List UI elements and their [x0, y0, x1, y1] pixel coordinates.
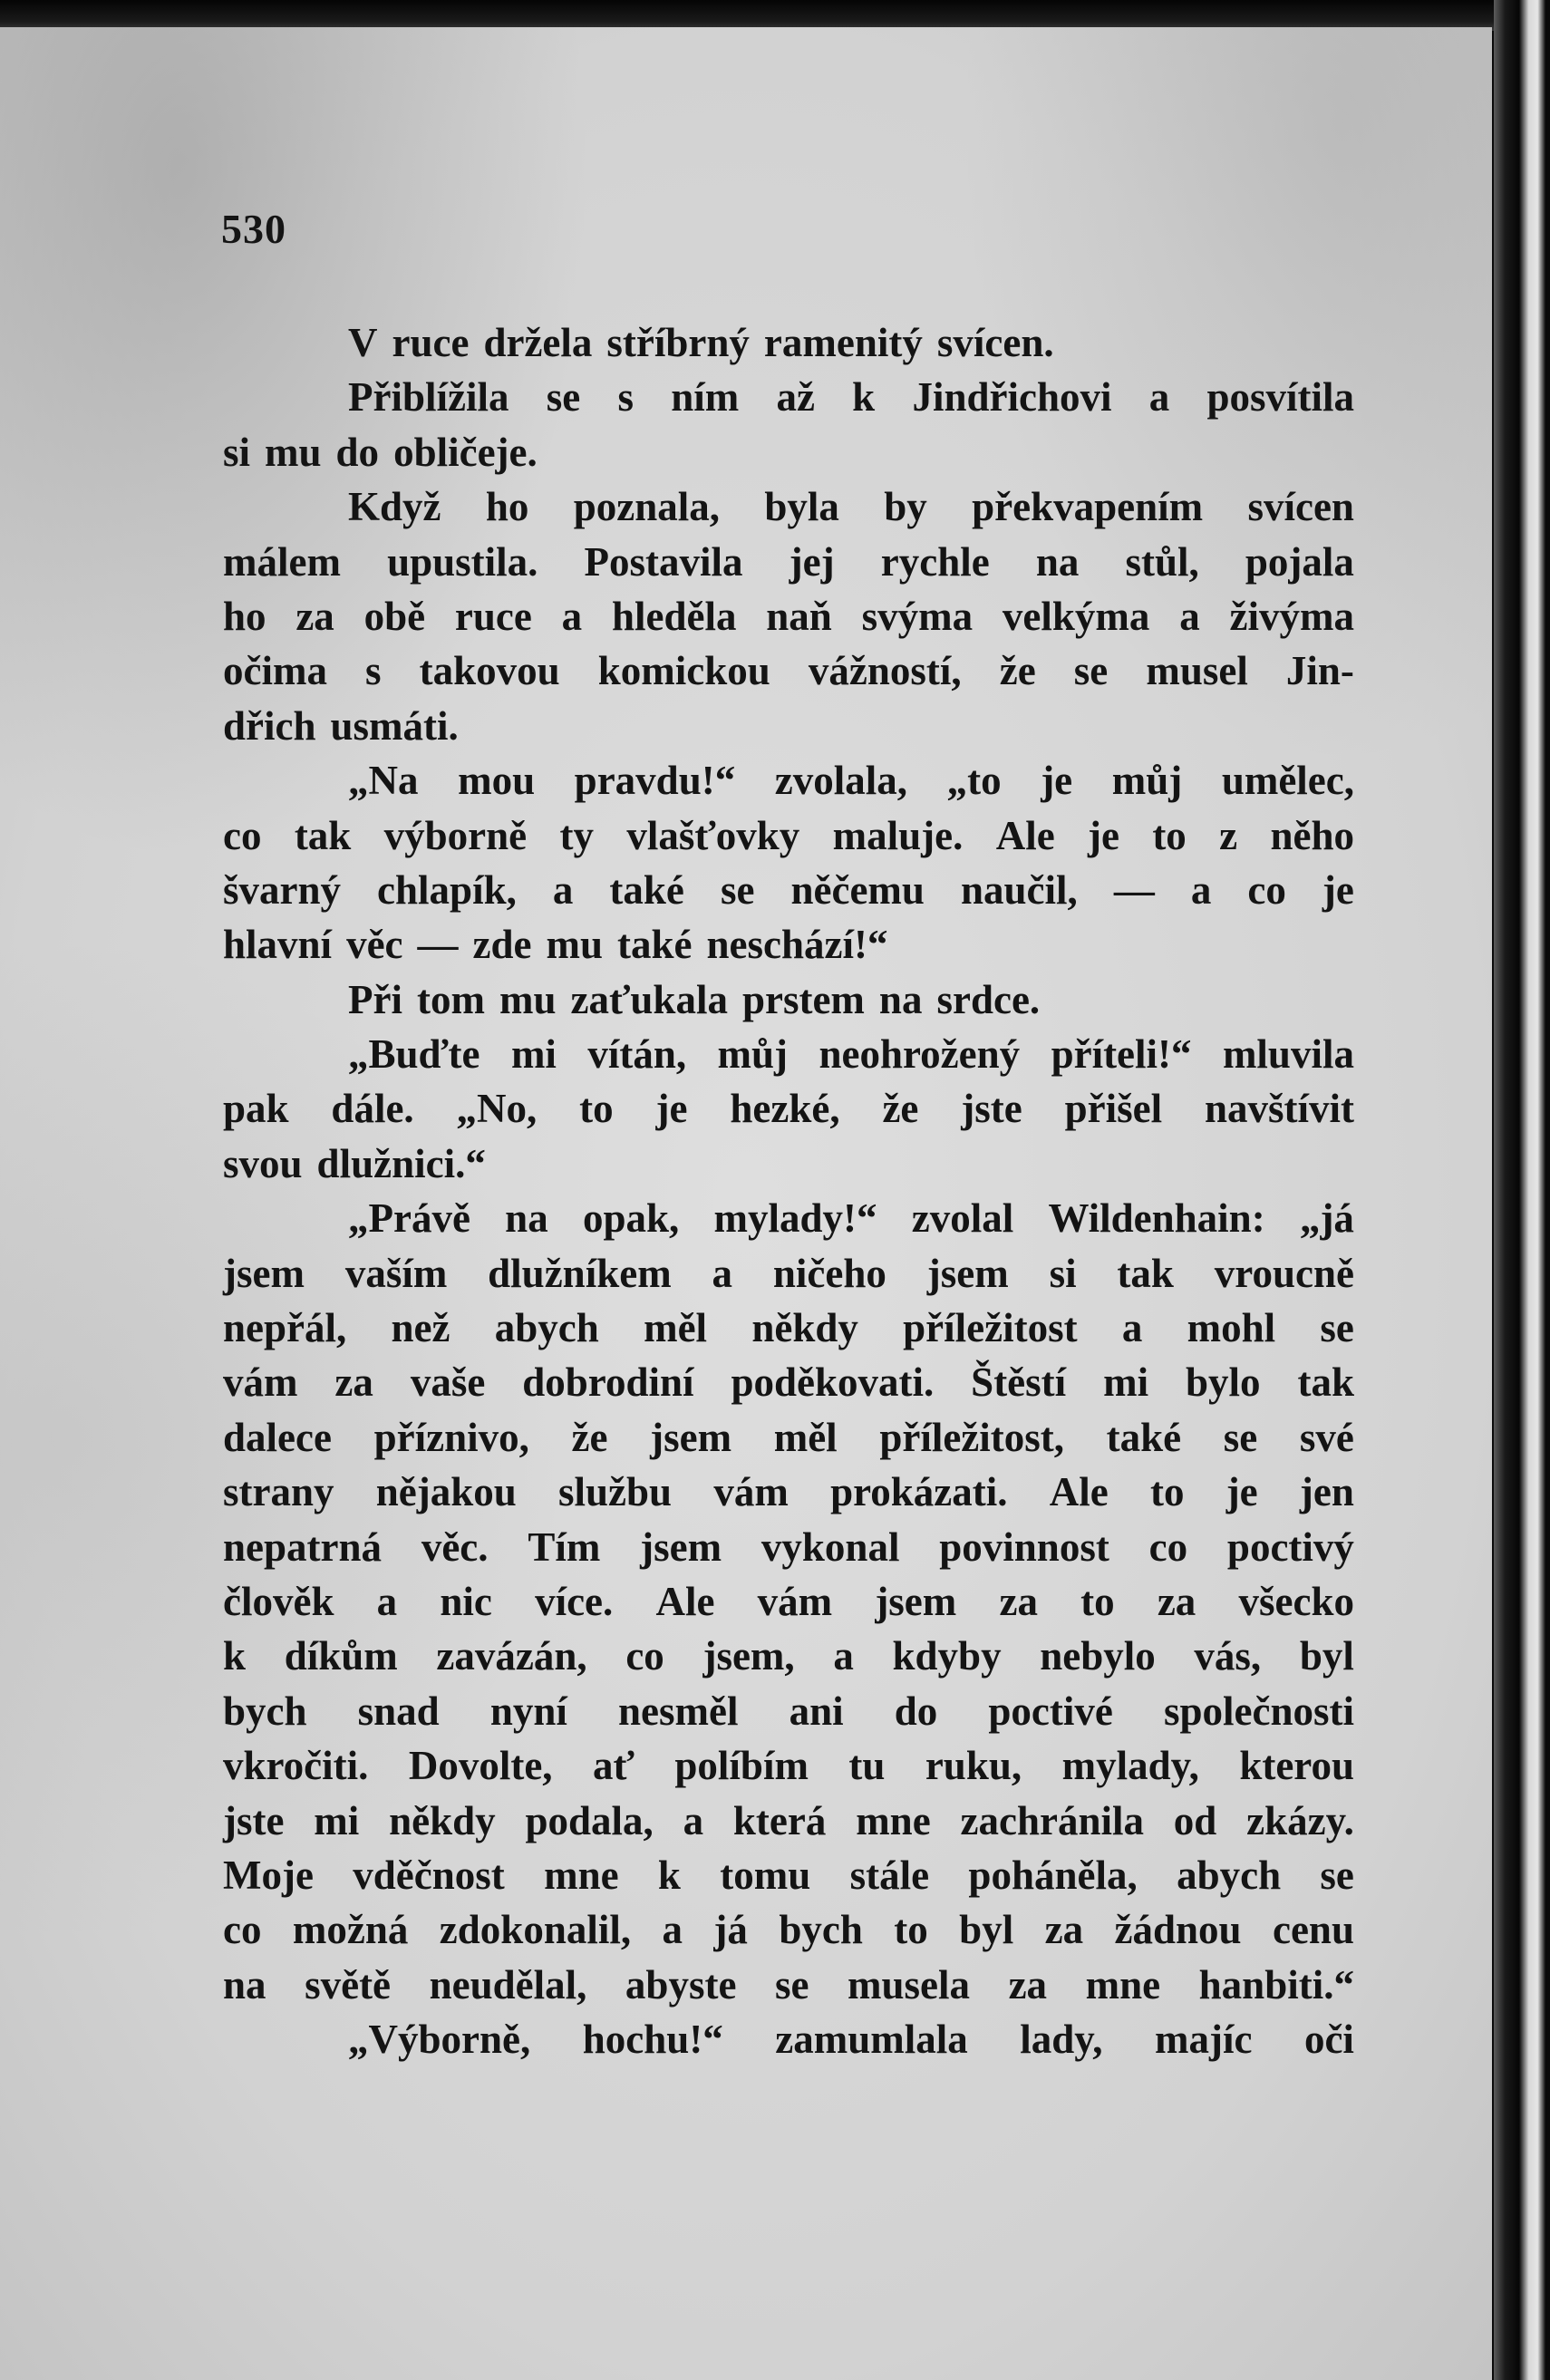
word: velkýma	[1002, 593, 1150, 639]
word: vítán,	[587, 1031, 687, 1078]
word: musela	[848, 1961, 971, 2008]
word: umělec,	[1221, 758, 1354, 804]
word: Dovolte,	[408, 1743, 553, 1789]
word: V	[348, 320, 378, 365]
word: tomu	[720, 1852, 811, 1898]
word: bych	[223, 1688, 307, 1734]
word: takovou	[419, 648, 560, 694]
word: to	[579, 1086, 614, 1132]
text-line	[223, 1191, 1354, 1245]
word: Ale	[1049, 1469, 1109, 1515]
word: příležitost,	[879, 1414, 1064, 1460]
word: tom	[416, 976, 485, 1022]
word: Ale	[995, 812, 1055, 858]
word: co	[1247, 866, 1286, 913]
word: Při	[348, 976, 402, 1022]
word: příležitost	[903, 1305, 1078, 1351]
word: „Právě	[348, 1195, 470, 1242]
word: zaťukala	[570, 976, 728, 1022]
word: také	[1106, 1414, 1182, 1460]
word: to	[1152, 812, 1187, 858]
word: „já	[1299, 1195, 1354, 1242]
word: ho	[223, 593, 266, 639]
word: co	[223, 812, 262, 858]
word: svícen	[1247, 484, 1354, 530]
word: lady,	[1020, 2017, 1103, 2063]
word: a	[712, 1250, 733, 1296]
word: zamumlala	[775, 2017, 968, 2063]
word: je	[1041, 758, 1073, 804]
word: od	[1173, 1797, 1217, 1843]
word: to	[894, 1907, 928, 1953]
word: nějakou	[375, 1469, 517, 1515]
text-line	[223, 753, 1354, 808]
word: zde	[472, 922, 532, 968]
word: mluvila	[1222, 1031, 1354, 1078]
word: a	[833, 1633, 854, 1679]
word: hanbiti.“	[1198, 1961, 1354, 2008]
word: tak	[1117, 1250, 1174, 1296]
text-line	[223, 1301, 1354, 1355]
word: ruku,	[925, 1743, 1022, 1789]
word: byl	[1299, 1633, 1354, 1679]
word: výborně	[383, 812, 528, 858]
word: vaše	[410, 1359, 486, 1406]
word: tak	[1297, 1359, 1354, 1406]
word: poctivý	[1226, 1524, 1354, 1570]
word: zvolal	[911, 1195, 1014, 1242]
word: nic	[440, 1578, 492, 1624]
word: se	[1223, 1414, 1258, 1460]
word: je	[655, 1086, 688, 1132]
word: „Na	[348, 758, 419, 804]
text-line	[223, 1629, 1354, 1683]
word: naň	[766, 593, 832, 639]
word: dlužnici.“	[316, 1140, 486, 1186]
word: poznala,	[573, 484, 721, 530]
text-line	[223, 917, 1354, 972]
word: až	[776, 374, 815, 421]
word: vlašťovky	[626, 812, 800, 858]
word: Štěstí	[971, 1359, 1067, 1406]
word: do	[335, 429, 380, 475]
word: obličeje.	[393, 429, 538, 475]
word: něho	[1270, 812, 1354, 858]
word: upustila.	[387, 538, 538, 585]
word: mu	[499, 976, 557, 1022]
word: zdokonalil,	[439, 1907, 632, 1953]
word: stříbrný	[606, 320, 750, 365]
text-line	[223, 1465, 1354, 1519]
word: ruce	[454, 593, 532, 639]
text-line	[223, 863, 1354, 917]
word: opak,	[582, 1195, 680, 1242]
text-line	[223, 2012, 1354, 2066]
word: mi	[314, 1797, 360, 1843]
word: a	[561, 593, 583, 639]
word: vás,	[1194, 1633, 1262, 1679]
text-line	[223, 1355, 1354, 1409]
word: jej	[789, 538, 835, 585]
word: by	[884, 484, 927, 530]
word: se	[1073, 648, 1109, 694]
scan-top-edge	[0, 0, 1550, 31]
word: za	[1008, 1961, 1048, 2008]
text-line	[223, 1027, 1354, 1081]
word: dalece	[223, 1414, 332, 1460]
word: neohrožený	[819, 1031, 1021, 1078]
word: Přiblížila	[348, 374, 509, 421]
text-line	[223, 1958, 1354, 2012]
text-line	[223, 535, 1354, 589]
word: jsem	[640, 1524, 722, 1570]
word: vám	[713, 1469, 789, 1515]
word: co	[625, 1633, 664, 1679]
word: ať	[593, 1743, 635, 1789]
word: a	[662, 1907, 683, 1953]
word: svýma	[861, 593, 974, 639]
word: za	[1157, 1578, 1196, 1624]
word: vkročiti.	[223, 1743, 369, 1789]
word: měl	[773, 1414, 838, 1460]
word: svou	[223, 1140, 303, 1186]
word: na	[878, 976, 923, 1022]
word: ním	[671, 374, 740, 421]
word: poctivé	[988, 1688, 1113, 1734]
word: komickou	[597, 648, 770, 694]
word: oči	[1303, 2017, 1354, 2063]
word: také	[617, 922, 693, 968]
word: a	[552, 866, 574, 913]
word: prokázati.	[830, 1469, 1008, 1515]
word: povinnost	[939, 1524, 1109, 1570]
word: zavázán,	[436, 1633, 587, 1679]
word: je	[1225, 1469, 1258, 1515]
word: vděčnost	[353, 1852, 505, 1898]
word: a	[1179, 593, 1200, 639]
word: Postavila	[584, 538, 743, 585]
word: za	[999, 1578, 1038, 1624]
word: snad	[357, 1688, 440, 1734]
word: tu	[848, 1743, 886, 1789]
text-line	[223, 1738, 1354, 1793]
word: dále.	[331, 1086, 414, 1132]
word: Jindřichovi	[912, 374, 1112, 421]
word: s	[617, 374, 634, 421]
word: Jin-	[1285, 648, 1354, 694]
word: a	[376, 1578, 398, 1624]
word: pravdu!“	[574, 758, 736, 804]
word: poháněla,	[968, 1852, 1138, 1898]
word: co	[223, 1907, 262, 1953]
word: pak	[223, 1086, 289, 1132]
word: „Buďte	[348, 1031, 480, 1078]
word: hleděla	[611, 593, 737, 639]
word: za	[295, 593, 334, 639]
word: a	[1190, 866, 1212, 913]
word: jsem	[926, 1250, 1009, 1296]
word: očima	[223, 648, 327, 694]
word: mohl	[1187, 1305, 1276, 1351]
word: žádnou	[1114, 1907, 1242, 1953]
word: která	[732, 1797, 827, 1843]
word: chlapík,	[377, 866, 517, 913]
scan-right-edge	[1494, 0, 1550, 2380]
word: že	[571, 1414, 608, 1460]
word: své	[1299, 1414, 1354, 1460]
word: k	[657, 1852, 681, 1898]
word: kterou	[1239, 1743, 1354, 1789]
word: hochu!“	[582, 2017, 723, 2063]
word: ho	[485, 484, 529, 530]
word: usmáti.	[330, 702, 459, 749]
word: vykonal	[760, 1524, 900, 1570]
word: jen	[1299, 1469, 1354, 1515]
word: překvapením	[972, 484, 1204, 530]
word: a	[1121, 1305, 1143, 1351]
word: —	[417, 922, 459, 968]
word: někdy	[389, 1797, 496, 1843]
text-line	[223, 1246, 1354, 1301]
word: dobrodiní	[522, 1359, 694, 1406]
word: Ale	[655, 1578, 715, 1624]
text-line	[223, 1137, 1354, 1191]
word: věc.	[421, 1524, 489, 1570]
word: z	[1219, 812, 1238, 858]
word: nebylo	[1040, 1633, 1156, 1679]
text-line	[223, 479, 1354, 534]
text-line	[223, 1081, 1354, 1136]
text-line	[223, 370, 1354, 424]
word: maluje.	[832, 812, 964, 858]
word: se	[1320, 1305, 1354, 1351]
word: stále	[849, 1852, 930, 1898]
word: je	[1322, 866, 1354, 913]
word: hezké,	[730, 1086, 840, 1132]
word: vroucně	[1214, 1250, 1354, 1296]
word: všecko	[1238, 1578, 1354, 1624]
word: jste	[961, 1086, 1022, 1132]
word: posvítila	[1206, 374, 1354, 421]
text-line	[223, 1848, 1354, 1902]
word: abyste	[625, 1961, 737, 2008]
text-line	[223, 1574, 1354, 1629]
word: podala,	[525, 1797, 654, 1843]
word: mi	[1103, 1359, 1149, 1406]
word: více.	[535, 1578, 614, 1624]
word: mne	[544, 1852, 619, 1898]
word: jsem	[875, 1578, 957, 1624]
word: můj	[1111, 758, 1183, 804]
word: přišel	[1064, 1086, 1163, 1132]
word: mi	[510, 1031, 557, 1078]
word: službu	[558, 1469, 673, 1515]
word: majíc	[1155, 2017, 1253, 2063]
word: za	[334, 1359, 373, 1406]
text-line	[223, 808, 1354, 863]
word: společnosti	[1163, 1688, 1354, 1734]
word: vám	[757, 1578, 833, 1624]
word: světě	[305, 1961, 392, 2008]
word: mou	[458, 758, 536, 804]
word: se	[720, 866, 755, 913]
word: políbím	[674, 1743, 809, 1789]
word: ničeho	[772, 1250, 886, 1296]
word: strany	[223, 1469, 334, 1515]
word: jsem	[223, 1250, 305, 1296]
word: s	[365, 648, 382, 694]
word: švarný	[223, 866, 342, 913]
word: živýma	[1229, 593, 1354, 639]
word: musel	[1146, 648, 1248, 694]
word: k	[223, 1633, 247, 1679]
word: věc	[346, 922, 403, 968]
text-line	[223, 1684, 1354, 1738]
word: někdy	[751, 1305, 858, 1351]
word: pojala	[1245, 538, 1354, 585]
text-line	[223, 1520, 1354, 1574]
word: „to	[946, 758, 1002, 804]
text-line	[223, 315, 1354, 370]
word: něčemu	[790, 866, 925, 913]
word: se	[1320, 1852, 1354, 1898]
word: kdyby	[892, 1633, 1002, 1679]
word: bych	[779, 1907, 863, 1953]
word: málem	[223, 538, 341, 585]
word: „Výborně,	[348, 2017, 531, 2063]
word: příteli!“	[1051, 1031, 1192, 1078]
word: vám	[223, 1359, 298, 1406]
word: díkům	[284, 1633, 398, 1679]
word: to	[1080, 1578, 1115, 1624]
word: a	[683, 1797, 704, 1843]
word: zkázy.	[1246, 1797, 1354, 1843]
word: vážností,	[808, 648, 962, 694]
word: já	[713, 1907, 748, 1953]
word: neudělal,	[429, 1961, 587, 2008]
word: dlužníkem	[488, 1250, 672, 1296]
word: navštívit	[1204, 1086, 1354, 1132]
word: k	[852, 374, 876, 421]
book-page	[0, 27, 1492, 2380]
word: ramenitý	[763, 320, 923, 365]
word: se	[774, 1961, 809, 2008]
page-text	[223, 315, 1354, 2067]
word: také	[609, 866, 684, 913]
word: zachránila	[960, 1797, 1144, 1843]
word: mylady,	[1061, 1743, 1199, 1789]
text-line	[223, 699, 1354, 753]
word: ty	[559, 812, 594, 858]
word: do	[894, 1688, 938, 1734]
word: Tím	[528, 1524, 601, 1570]
word: na	[1035, 538, 1080, 585]
word: jsem	[650, 1414, 732, 1460]
word: že	[999, 648, 1036, 694]
word: abych	[1177, 1852, 1282, 1898]
word: hlavní	[223, 922, 333, 968]
word: mu	[265, 429, 322, 475]
word: měl	[644, 1305, 708, 1351]
word: nesměl	[618, 1688, 739, 1734]
word: nyní	[489, 1688, 567, 1734]
text-line	[223, 1410, 1354, 1465]
text-line	[223, 589, 1354, 643]
word: to	[1149, 1469, 1185, 1515]
word: za	[1044, 1907, 1084, 1953]
text-line	[223, 1794, 1354, 1848]
word: co	[1148, 1524, 1188, 1570]
word: mne	[856, 1797, 931, 1843]
word: příznivo,	[373, 1414, 529, 1460]
text-line	[223, 1902, 1354, 1957]
word: jsem,	[702, 1633, 795, 1679]
word: se	[546, 374, 581, 421]
word: dřich	[223, 702, 316, 749]
word: mne	[1085, 1961, 1161, 2008]
word: poděkovati.	[731, 1359, 935, 1406]
word: a	[1148, 374, 1170, 421]
word: neschází!“	[706, 922, 888, 968]
word: „No,	[456, 1086, 538, 1132]
word: je	[1088, 812, 1119, 858]
word: vaším	[344, 1250, 448, 1296]
word: Wildenhain:	[1048, 1195, 1265, 1242]
word: si	[223, 429, 251, 475]
word: ani	[789, 1688, 844, 1734]
word: možná	[292, 1907, 409, 1953]
word: než	[391, 1305, 450, 1351]
word: byl	[959, 1907, 1014, 1953]
text-line	[223, 425, 1354, 479]
word: —	[1113, 866, 1155, 913]
word: stůl,	[1125, 538, 1199, 585]
word: ruce	[392, 320, 470, 365]
word: obě	[363, 593, 426, 639]
word: abych	[494, 1305, 599, 1351]
word: srdce.	[936, 976, 1041, 1022]
word: nepřál,	[223, 1305, 347, 1351]
word: naučil,	[960, 866, 1078, 913]
word: že	[882, 1086, 919, 1132]
page-number: 530	[221, 206, 286, 252]
word: zvolala,	[774, 758, 908, 804]
word: na	[505, 1195, 548, 1242]
word: prstem	[741, 976, 865, 1022]
word: cenu	[1272, 1907, 1354, 1953]
word: svícen.	[936, 320, 1054, 365]
word: Když	[348, 484, 441, 530]
word: si	[1049, 1250, 1077, 1296]
word: bylo	[1186, 1359, 1261, 1406]
word: nepatrná	[223, 1524, 383, 1570]
text-line	[223, 643, 1354, 698]
word: člověk	[223, 1578, 334, 1624]
text-line	[223, 972, 1354, 1027]
word: držela	[483, 320, 593, 365]
word: jste	[223, 1797, 285, 1843]
word: mylady!“	[713, 1195, 877, 1242]
word: na	[223, 1961, 266, 2008]
word: tak	[294, 812, 352, 858]
word: Moje	[223, 1852, 314, 1898]
word: můj	[717, 1031, 789, 1078]
word: byla	[764, 484, 839, 530]
word: rychle	[880, 538, 990, 585]
word: mu	[546, 922, 604, 968]
